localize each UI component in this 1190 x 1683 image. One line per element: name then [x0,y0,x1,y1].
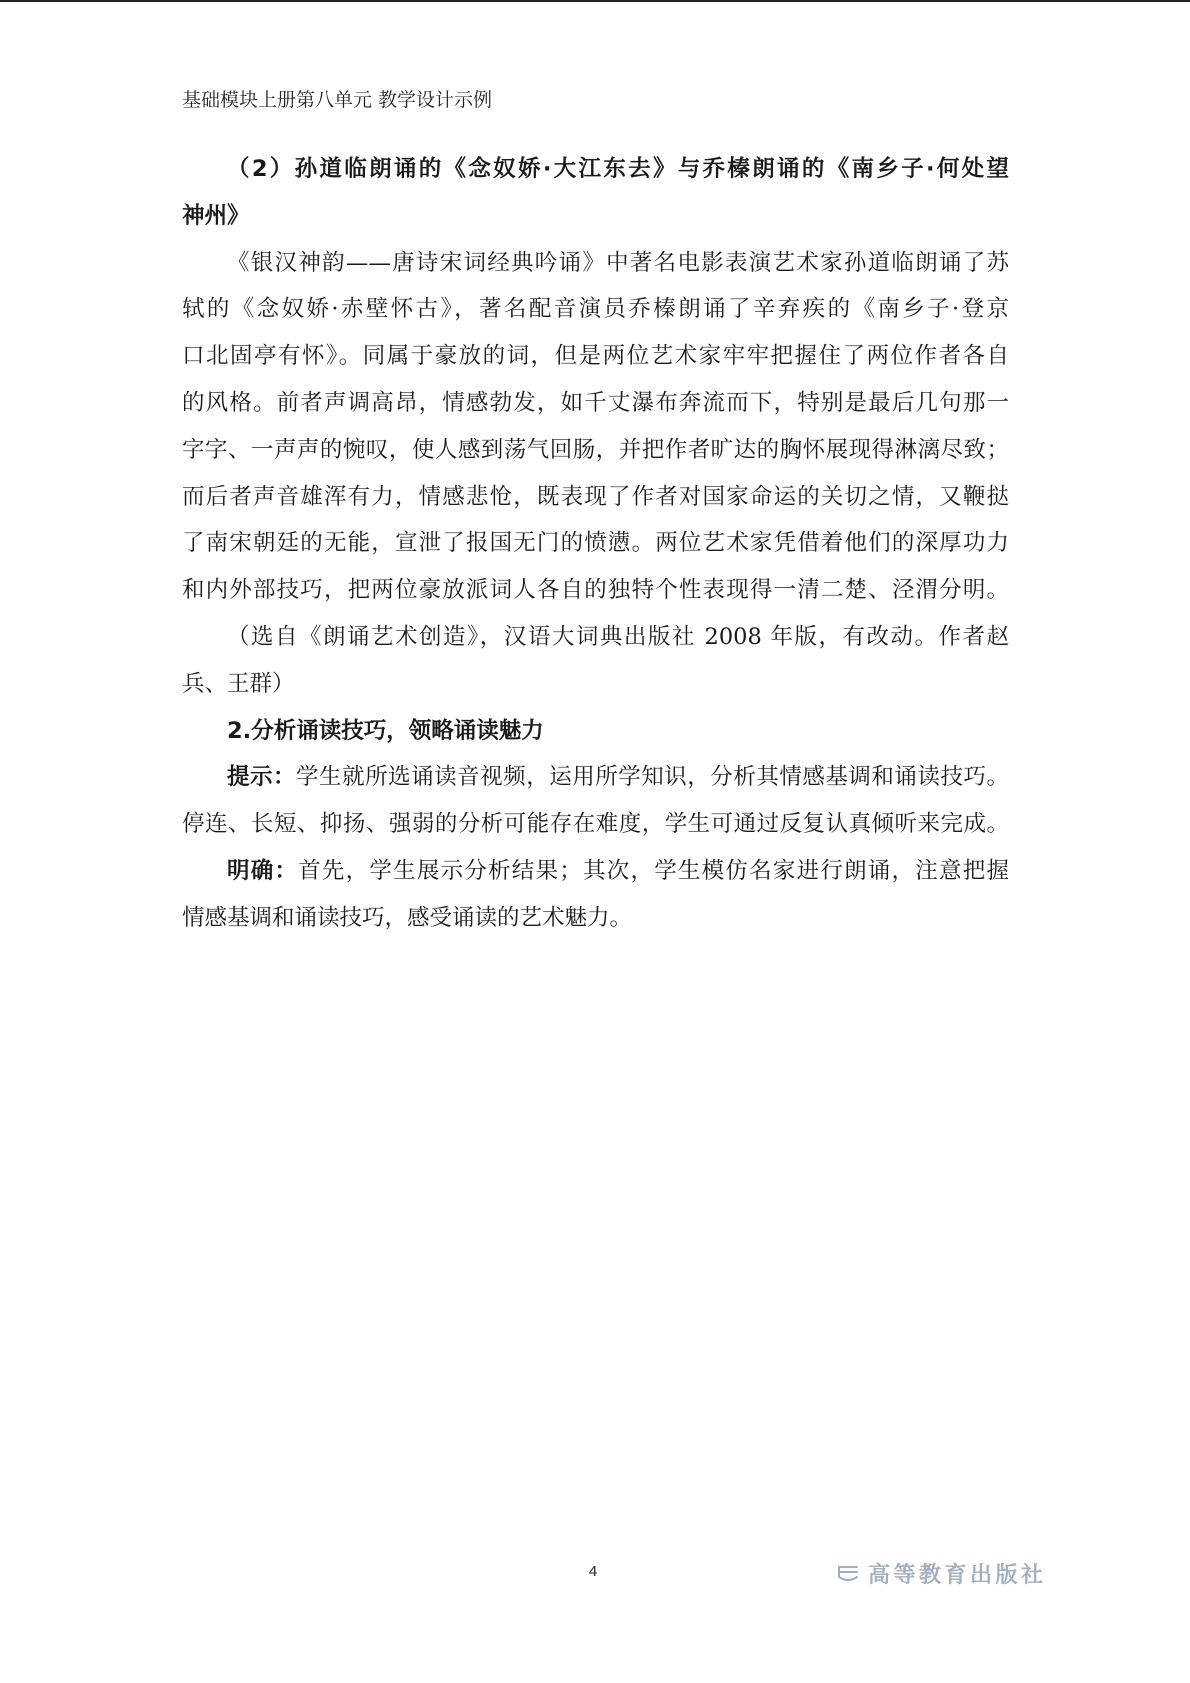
hint-text: 学生就所选诵读音视频，运用所学知识，分析其情感基调和诵读技巧。 [296,764,1009,791]
clarify-text: 首先，学生展示分析结果；其次，学生模仿名家进行朗诵，注意把握 [298,857,1009,884]
paragraph-line: 和内外部技巧，把两位豪放派词人各自的独特个性表现得一清二楚、泾渭分明。 [182,577,1009,604]
publisher-logo [836,1559,1047,1587]
top-border-rule [0,0,1190,2]
source-citation-line-2: 兵、王群） [182,670,295,697]
clarify-line-2: 情感基调和诵读技巧，感受诵读的艺术魅力。 [182,904,633,931]
source-citation-line-1: （选自《朗诵艺术创造》，汉语大词典出版社 2008 年版，有改动。作者赵 [227,623,1009,650]
paragraph-line: 轼的《念奴娇·赤壁怀古》，著名配音演员乔榛朗诵了辛弃疾的《南乡子·登京 [182,296,1009,323]
paragraph-line: 而后者声音雄浑有力，情感悲怆，既表现了作者对国家命运的关切之情，又鞭挞 [182,483,1009,510]
paragraph-line: 《银汉神韵——唐诗宋词经典吟诵》中著名电影表演艺术家孙道临朗诵了苏 [227,249,1009,276]
section-heading-line-1: （2）孙道临朗诵的《念奴娇·大江东去》与乔榛朗诵的《南乡子·何处望 [227,156,1009,182]
paragraph-line: 了南宋朝廷的无能，宣泄了报国无门的愤懑。两位艺术家凭借着他们的深厚功力 [182,530,1009,557]
page-body [182,146,1009,942]
clarify-line-1 [182,848,1009,895]
running-header: 基础模块上册第八单元 教学设计示例 [182,89,493,111]
section-heading-line-2: 神州》 [182,202,250,229]
publisher-logo-icon [836,1562,860,1584]
page-number: 4 [588,1563,598,1580]
paragraph-line: 的风格。前者声调高昂，情感勃发，如千丈瀑布奔流而下，特别是最后几句那一 [182,389,1009,416]
hint-line-2: 停连、长短、抑扬、强弱的分析可能存在难度，学生可通过反复认真倾听来完成。 [182,811,1009,838]
paragraph-line: 字字、一声声的惋叹，使人感到荡气回肠，并把作者旷达的胸怀展现得淋漓尽致； [182,436,1009,463]
paragraph-line: 口北固亭有怀》。同属于豪放的词，但是两位艺术家牢牢把握住了两位作者各自 [182,343,1009,370]
hint-line-1 [182,754,1009,801]
subsection-heading: 2.分析诵读技巧，领略诵读魅力 [227,717,544,744]
publisher-logo-text: 高等教育出版社 [868,1561,1047,1588]
clarify-label: 明确： [227,857,299,884]
hint-label: 提示： [227,764,297,791]
